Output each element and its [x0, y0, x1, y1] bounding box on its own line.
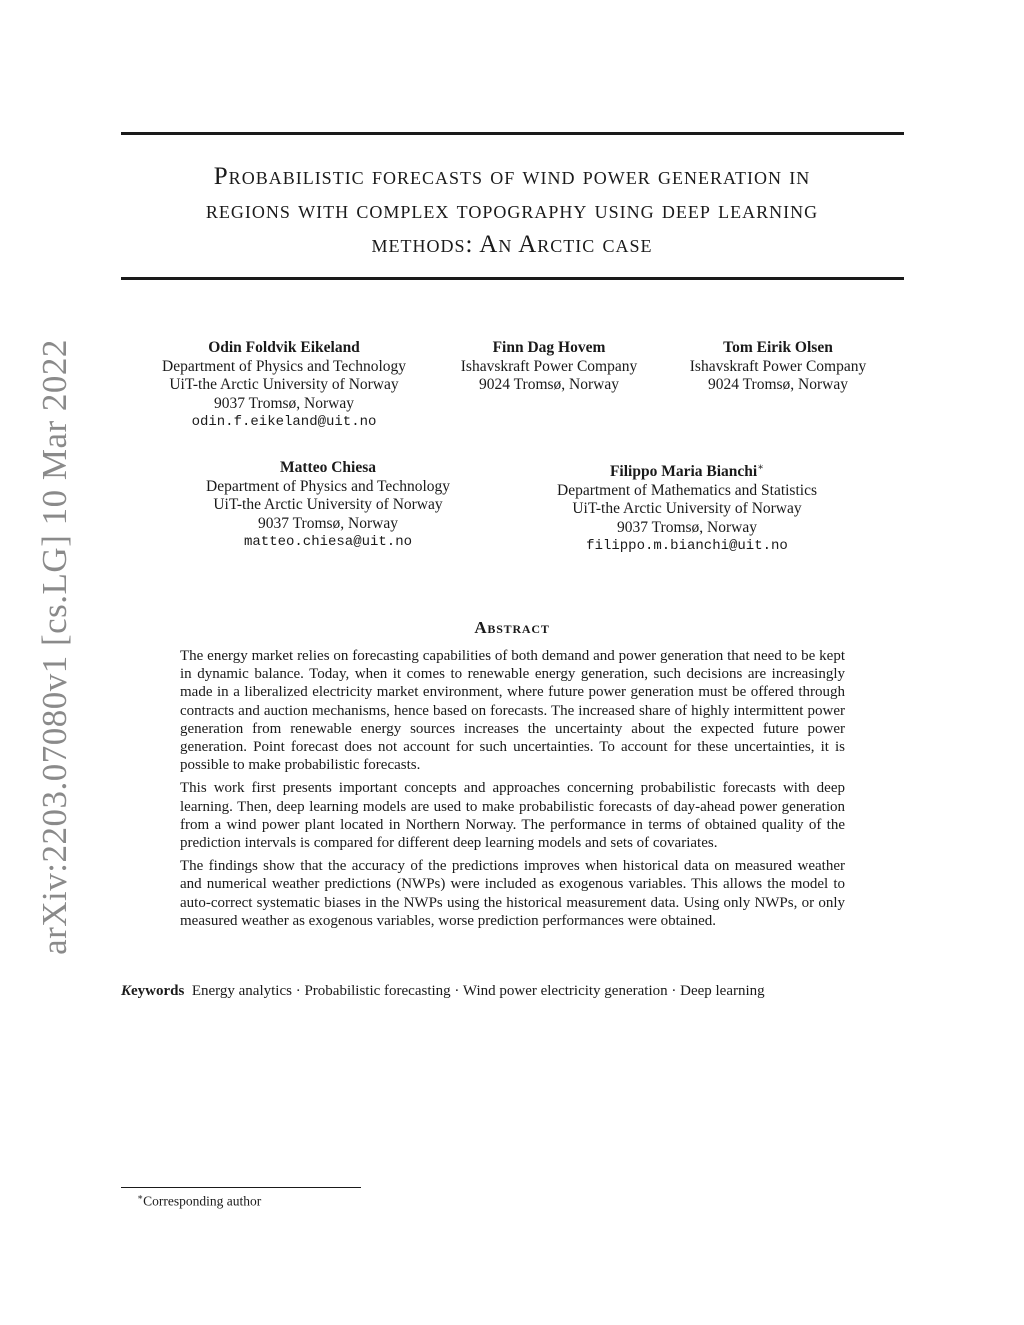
title-line-3: methods: An Arctic case	[371, 231, 653, 258]
paper-title	[100, 160, 924, 262]
author-affiliation-line: Ishavskraft Power Company	[689, 357, 867, 375]
author-affiliation-line: 9024 Tromsø, Norway	[479, 376, 619, 393]
abstract-body	[180, 647, 845, 935]
author-block	[206, 459, 450, 552]
keywords-label	[121, 983, 184, 999]
author-affiliation-line: Department of Mathematics and Statistics	[557, 481, 817, 499]
author-block	[690, 339, 867, 395]
footnote-text: Corresponding author	[143, 1193, 262, 1209]
title-line-1: Probabilistic forecasts of wind power generation in	[213, 163, 811, 190]
author-name: Finn Dag Hovem	[492, 339, 606, 356]
author-email: filippo.m.bianchi@uit.no	[586, 538, 788, 555]
author-affiliation-line: 9037 Tromsø, Norway	[214, 394, 354, 412]
author-block	[461, 339, 638, 395]
author-affiliation-line: Ishavskraft Power Company	[460, 357, 638, 375]
author-affiliation-line: 9024 Tromsø, Norway	[708, 376, 848, 393]
author-name: Odin Foldvik Eikeland	[208, 339, 360, 356]
author-name: Matteo Chiesa	[280, 459, 376, 476]
author-block	[557, 459, 817, 556]
author-affiliation-line: 9037 Tromsø, Norway	[258, 514, 398, 532]
keywords-line	[121, 983, 765, 1000]
author-block	[162, 339, 406, 432]
author-name: Tom Eirik Olsen	[723, 339, 833, 356]
keywords-label-initial: K	[121, 983, 132, 999]
arxiv-identifier: arXiv:2203.07080v1 [cs.LG] 10 Mar 2022	[35, 339, 74, 955]
keywords-label-rest: eywords	[131, 983, 185, 999]
footnote-mark: ∗	[757, 462, 765, 473]
abstract-paragraph: The energy market relies on forecasting capabilities of both demand and power generation that need to be kept in dynamic balance. Today, when it comes to renewable energy generation, such decisions are increasingly made in a liberalized electricity market environment, where future power generation must be offered through contracts and auction mechanisms, hence based on forecasts. The increased share of highly intermittent power generation from renewable energy sources increases the uncertainty about the expected future power generation. Point forecast does not account for such uncertainties. To account for these uncertainties, it is possible to make probabilistic forecasts.	[180, 648, 845, 774]
footnote-rule	[121, 1187, 361, 1188]
author-affiliation-line: Department of Physics and Technology	[206, 477, 450, 495]
author-name-text: Filippo Maria Bianchi	[609, 463, 758, 481]
author-name	[557, 459, 817, 482]
abstract-paragraph: The findings show that the accuracy of the predictions improves when historical data on measured weather and numerical weather predictions (NWPs) were included as exogenous variables. This allows the model to auto-correct systematic biases in the NWPs using the historical measurement data. Using only NWPs, or only measured weather as exogenous variables, worse prediction performances were obtained.	[180, 858, 845, 929]
author-email: odin.f.eikeland@uit.no	[191, 414, 377, 430]
author-email: matteo.chiesa@uit.no	[243, 534, 413, 550]
author-affiliation-line: UiT-the Arctic University of Norway	[572, 500, 802, 518]
author-affiliation-line: UiT-the Arctic University of Norway	[169, 376, 399, 393]
abstract-paragraph: This work first presents important concepts and approaches concerning probabilistic forecasts with deep learning. Then, deep learning models are used to make probabilistic forecasts of day-ahead power generation from a wind power plant located in Northern Norway. The performance in terms of obtained quality of the prediction intervals is compared for different deep learning models and sets of covariates.	[180, 780, 845, 852]
author-affiliation-line: Department of Physics and Technology	[162, 357, 406, 375]
author-affiliation-line: UiT-the Arctic University of Norway	[213, 496, 443, 513]
footnote-mark: ∗	[137, 1192, 144, 1202]
keywords-text: Energy analytics · Probabilistic forecasting · Wind power electricity generation · Deep learning	[191, 983, 765, 999]
title-line-2: regions with complex topography using deep learning	[205, 197, 819, 224]
title-rule-bottom	[121, 277, 904, 280]
title-rule-top	[121, 132, 904, 135]
footnote	[137, 1192, 261, 1210]
author-affiliation-line: 9037 Tromsø, Norway	[617, 518, 757, 536]
abstract-heading: Abstract	[474, 618, 550, 637]
